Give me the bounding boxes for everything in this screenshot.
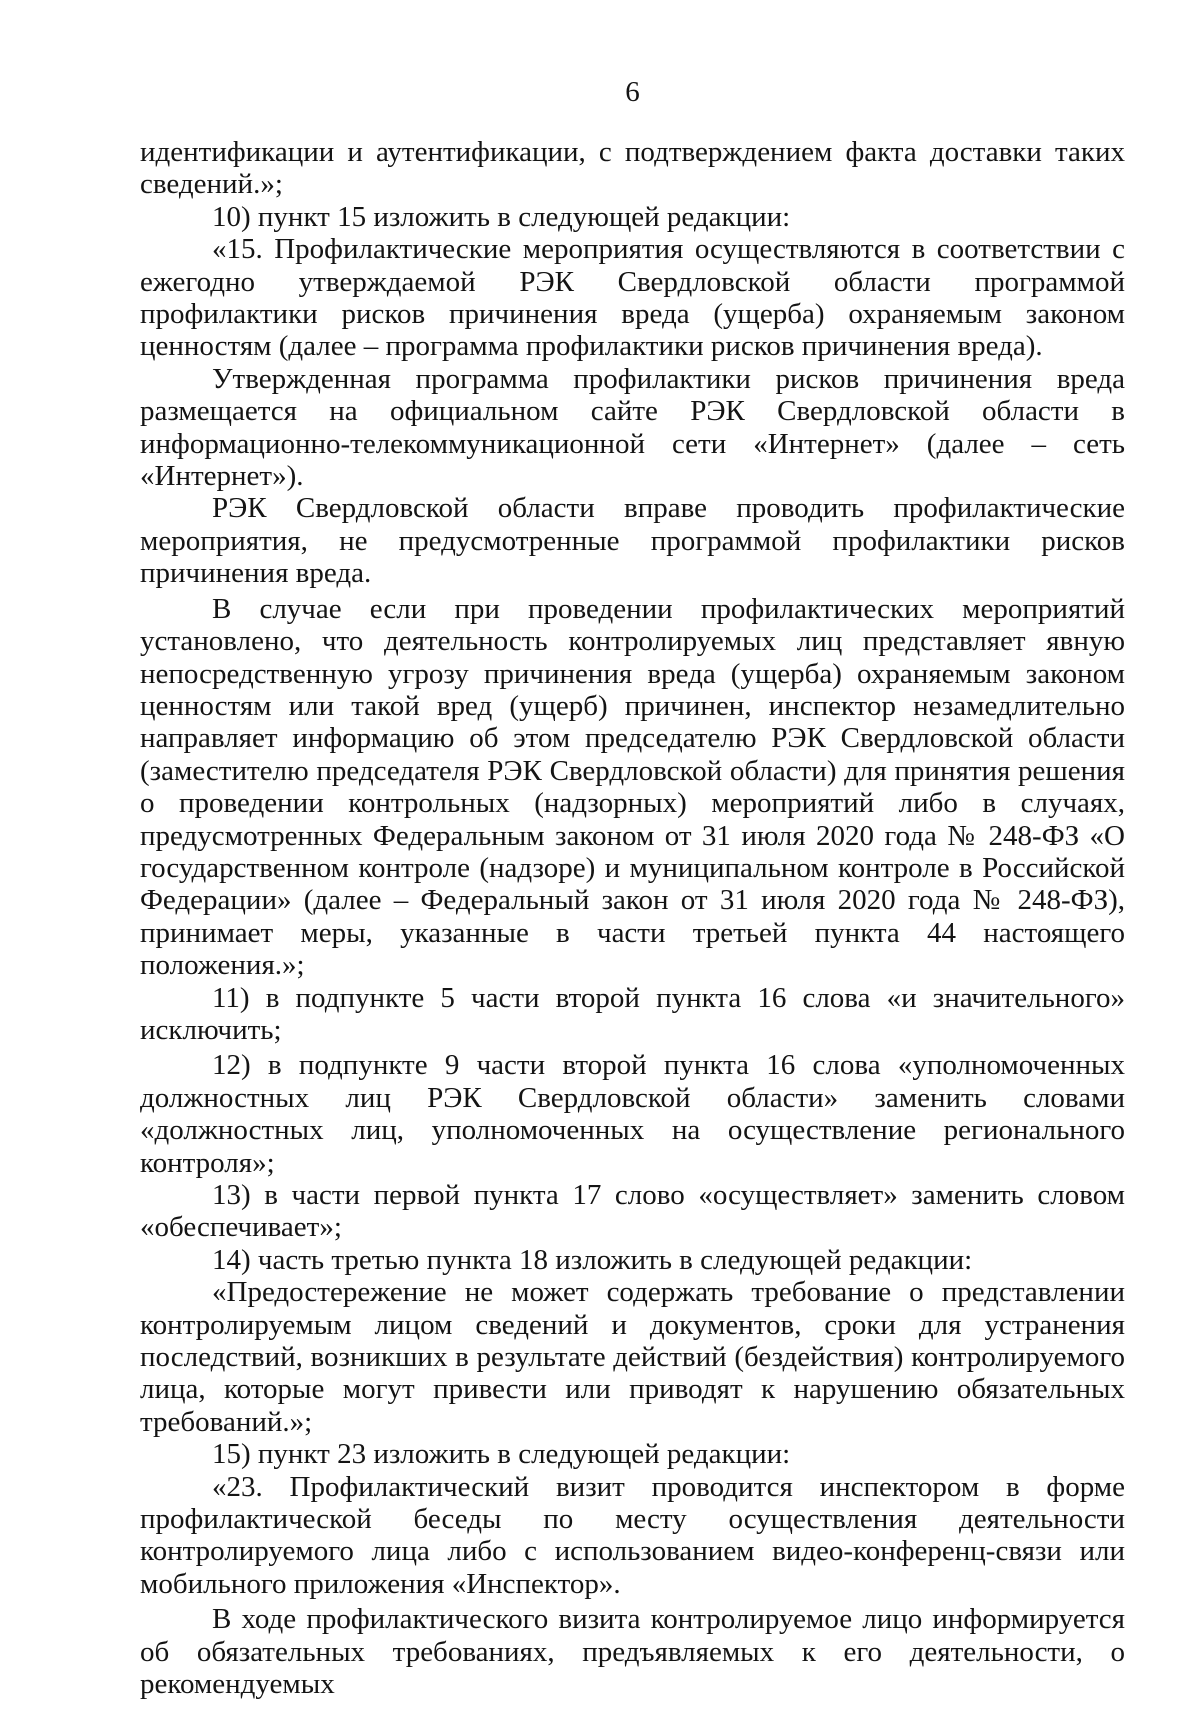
paragraph-warning-text: «Предостережение не может содержать требование о представлении контролируемым лицом сведений и документов, сроки для устранения последствий, возникших в результате действий (бездействия) контролируемого лица, которые могут привести или приводят к нарушению обязательных требований.»; — [140, 1276, 1125, 1438]
document-body — [140, 136, 1125, 1701]
paragraph-continuation: идентификации и аутентификации, с подтверждением факта доставки таких сведений.»; — [140, 136, 1125, 201]
paragraph-item-14: 14) часть третью пункта 18 изложить в следующей редакции: — [212, 1243, 973, 1276]
paragraph-item-12: 12) в подпункте 9 части второй пункта 16 слова «уполномоченных должностных лиц РЭК Свердловской области» заменить словами «должностных лиц, уполномоченных на осуществление регионального контроля»; — [140, 1049, 1125, 1179]
paragraph-point-23: «23. Профилактический визит проводится инспектором в форме профилактической беседы по месту осуществления деятельности контролируемого лица либо с использованием видео-конференц-связи или мобильного приложения «Инспектор». — [140, 1470, 1125, 1600]
paragraph-point-15: «15. Профилактические мероприятия осуществляются в соответствии с ежегодно утверждаемой РЭК Свердловской области программой профилактики рисков причинения вреда (ущерба) охраняемым законом ценностям (далее – программа профилактики рисков причинения вреда). — [140, 233, 1125, 363]
paragraph-rek-right: РЭК Свердловской области вправе проводить профилактические мероприятия, не предусмотренные программой профилактики рисков причинения вреда. — [140, 492, 1125, 590]
paragraph-threat-case: В случае если при проведении профилактических мероприятий установлено, что деятельность контролируемых лиц представляет явную непосредственную угрозу причинения вреда (ущерба) охраняемым законом ценностям или такой вред (ущерб) причинен, инспектор незамедлительно направляет информацию об этом председателю РЭК Свердловской области (заместителю председателя РЭК Свердловской области) для принятия решения о проведении контрольных (надзорных) мероприятий либо в случаях, предусмотренных Федеральным законом от 31 июля 2020 года № 248-ФЗ «О государственном контроле (надзоре) и муниципальном контроле в Российской Федерации» (далее – Федеральный закон от 31 июля 2020 года № 248-ФЗ), принимает меры, указанные в части третьей пункта 44 настоящего положения.»; — [140, 592, 1125, 982]
paragraph-visit-info: В ходе профилактического визита контролируемое лицо информируется об обязательных требованиях, предъявляемых к его деятельности, о рекомендуемых — [140, 1603, 1125, 1701]
paragraph-item-10: 10) пункт 15 изложить в следующей редакции: — [212, 200, 791, 233]
page-number: 6 — [625, 76, 640, 108]
paragraph-item-13: 13) в части первой пункта 17 слово «осуществляет» заменить словом «обеспечивает»; — [140, 1179, 1125, 1244]
paragraph-item-15: 15) пункт 23 изложить в следующей редакции: — [212, 1438, 791, 1471]
paragraph-item-11: 11) в подпункте 5 части второй пункта 16 слова «и значительного» исключить; — [140, 981, 1125, 1046]
paragraph-approved-program: Утвержденная программа профилактики рисков причинения вреда размещается на официальном сайте РЭК Свердловской области в информационно-телекоммуникационной сети «Интернет» (далее – сеть «Интернет»). — [140, 362, 1125, 493]
